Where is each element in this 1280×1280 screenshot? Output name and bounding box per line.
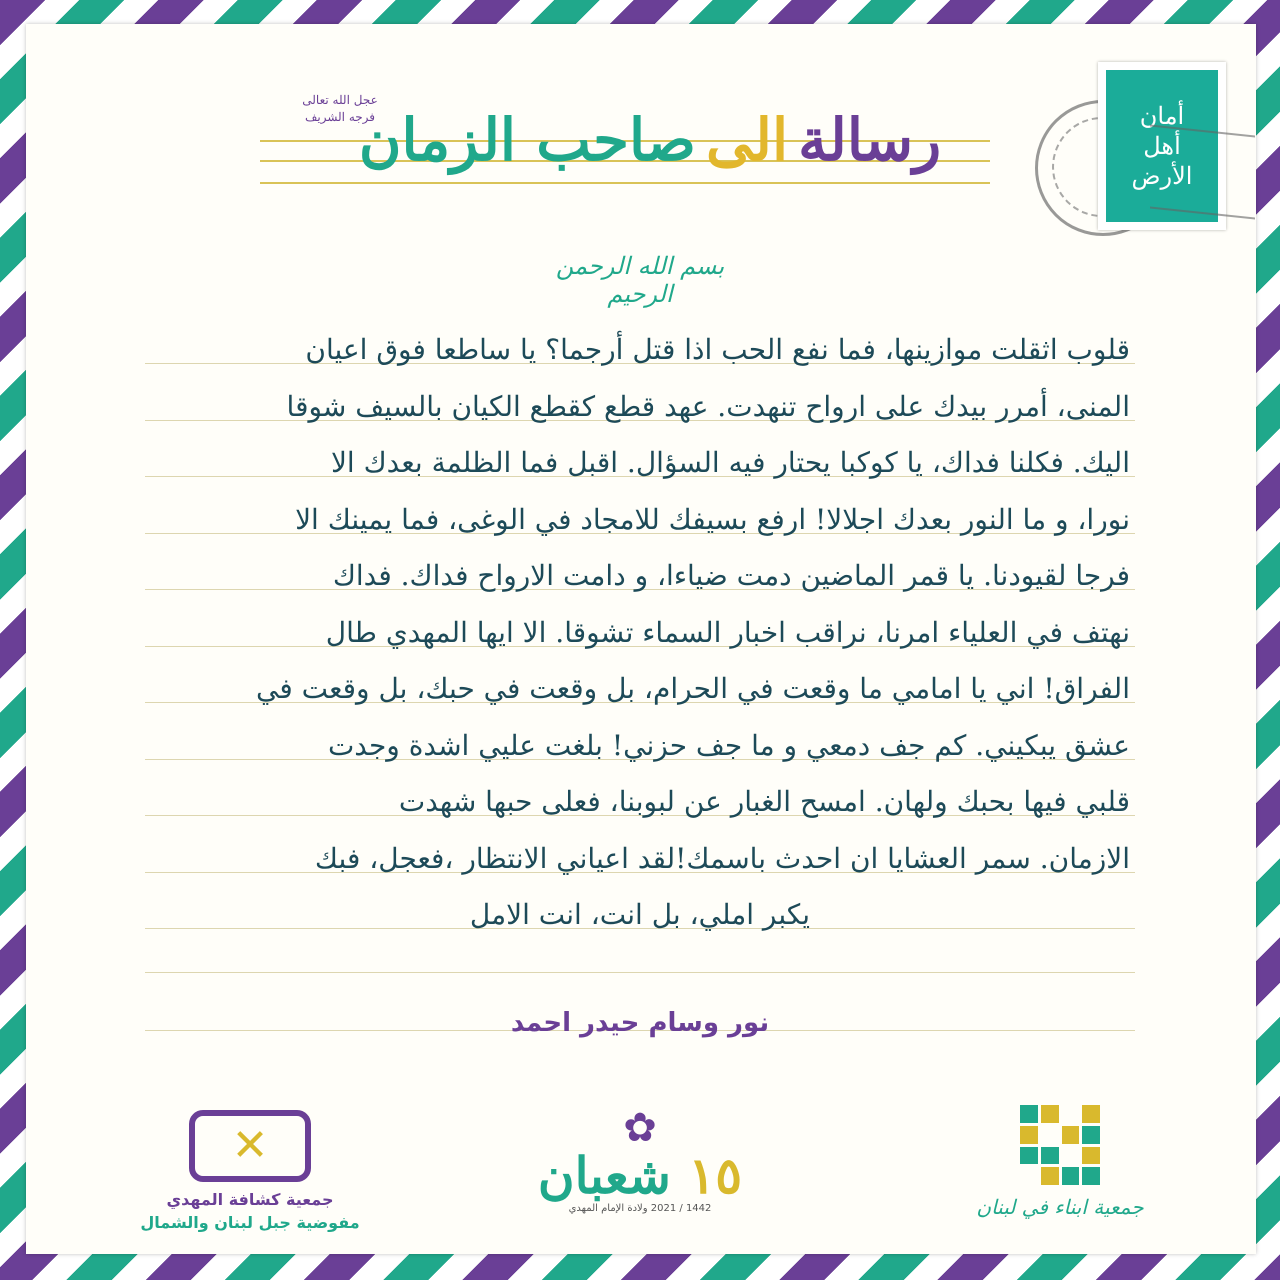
kufic-emblem-icon bbox=[1020, 1105, 1100, 1185]
scouts-org-name: جمعية كشافة المهدي bbox=[166, 1190, 334, 1209]
title-word-imam: صاحب الزمان bbox=[358, 106, 696, 174]
postmark-waves-icon bbox=[1150, 124, 1255, 219]
stamp-text: أمان bbox=[1139, 102, 1185, 130]
letter-line: الازمان. سمر العشايا ان احدث باسمك!لقد اعياني الانتظار ،فعجل، فبك bbox=[314, 841, 1130, 875]
shaban-wordmark: ١٥ شعبان bbox=[537, 1146, 743, 1205]
letter-line: يكبر املي، بل انت، انت الامل bbox=[469, 898, 811, 931]
stamp-text: الأرض bbox=[1131, 162, 1193, 190]
letter-line: المنى، أمرر بيدك على ارواح تنهدت. عهد قطع كقطع الكيان بالسيف شوقا bbox=[286, 389, 1130, 423]
letter-body bbox=[150, 322, 1130, 944]
author-name: نور وسام حيدر احمد bbox=[510, 1008, 770, 1038]
letter-line: قلبي فيها بحبك ولهان. امسح الغبار عن لبوبنا، فعلى حبها شهدت bbox=[398, 785, 1130, 818]
letter-line: عشق يبكيني. كم جف دمعي و ما جف حزني! بلغت عليي اشدة وجدت bbox=[327, 728, 1130, 762]
letter-line: الفراق! اني يا امامي ما وقعت في الحرام، بل وقعت في حبك، بل وقعت في bbox=[256, 672, 1130, 705]
letter-line: نورا، و ما النور بعدك اجلالا! ارفع بسيفك للامجاد في الوغى، فما يمينك الا bbox=[295, 502, 1130, 536]
stamp-text: أهل bbox=[1143, 132, 1181, 160]
shaban-caption: 1442 / 2021 ولادة الإمام المهدي bbox=[568, 1203, 712, 1214]
letter-line: اليك. فكلنا فداك، يا كوكبا يحتار فيه السؤال. اقبل فما الظلمة بعدك الا bbox=[330, 446, 1130, 479]
title-word-to: الى bbox=[705, 106, 789, 174]
scouts-emblem-icon: ✕ bbox=[189, 1110, 311, 1182]
shaban-logo bbox=[520, 1105, 760, 1214]
letter-line: قلوب اثقلت موازينها، فما نفع الحب اذا قتل أرجما؟ يا ساطعا فوق اعيان bbox=[305, 333, 1130, 366]
association-logo bbox=[970, 1105, 1150, 1219]
flower-icon: ✿ bbox=[623, 1105, 657, 1151]
title-word-letter: رسالة bbox=[798, 106, 942, 174]
ruled-line bbox=[145, 972, 1135, 973]
basmala: بسم الله الرحمن الرحيم bbox=[555, 252, 725, 308]
association-name: جمعية ابناء في لبنان bbox=[976, 1195, 1144, 1219]
letter-line: فرجا لقيودنا. يا قمر الماضين دمت ضياءا، و دامت الارواح فداك. فداك bbox=[332, 559, 1130, 592]
scouts-org-subtitle: مفوضية جبل لبنان والشمال bbox=[140, 1213, 360, 1232]
page-title bbox=[320, 85, 980, 195]
letter-line: نهتف في العلياء امرنا، نراقب اخبار السماء تشوقا. الا ايها المهدي طال bbox=[325, 615, 1130, 649]
title-honorific: عجل الله تعالى فرجه الشريف bbox=[302, 93, 378, 124]
scouts-logo bbox=[120, 1110, 380, 1232]
